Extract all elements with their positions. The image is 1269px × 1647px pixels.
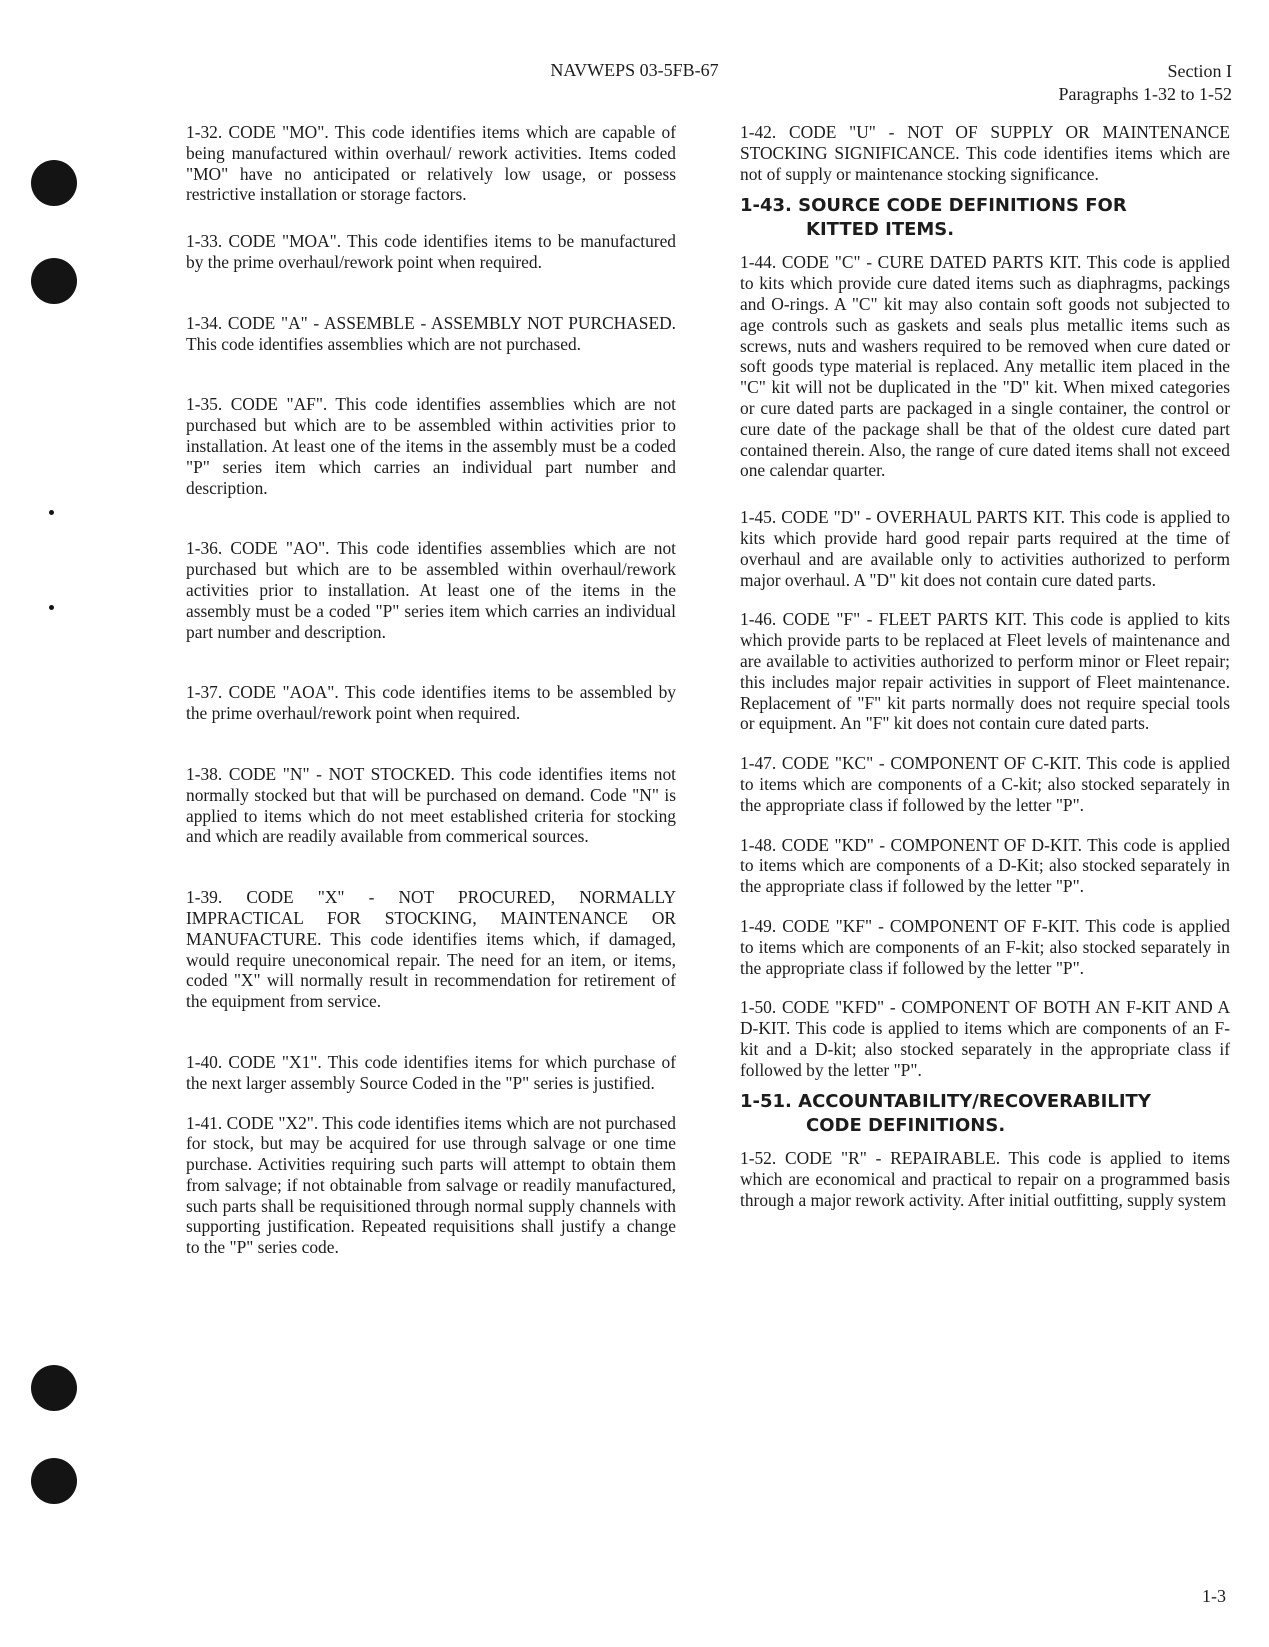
binder-hole xyxy=(31,1365,77,1411)
binder-hole xyxy=(31,160,77,206)
paragraph-1-34: 1-34. CODE "A" - ASSEMBLE - ASSEMBLY NOT PURCHASED. This code identifies assemblies which are not purchased. xyxy=(186,312,676,354)
paragraph-1-36: 1-36. CODE "AO". This code identifies assemblies which are not purchased but which are to be assembled within overhaul/rework activities prior to installation. At least one of the items in the assembly must be a coded "P" series item which carries an individual part number and description. xyxy=(186,538,676,642)
heading-line-1: 1-51. ACCOUNTABILITY/RECOVERABILITY xyxy=(740,1091,1151,1113)
paragraph-1-37: 1-37. CODE "AOA". This code identifies items to be assembled by the prime overhaul/rework point when required. xyxy=(186,682,676,724)
paragraph-1-45: 1-45. CODE "D" - OVERHAUL PARTS KIT. This code is applied to kits which provide hard good repair parts required at the time of overhaul and are available only to activities authorized to perform major overhaul. A "D" kit does not contain cure dated parts. xyxy=(740,507,1230,590)
paragraph-1-40: 1-40. CODE "X1". This code identifies items for which purchase of the next larger assembly Source Coded in the "P" series is justified. xyxy=(186,1051,676,1093)
document-number: NAVWEPS 03-5FB-67 xyxy=(550,60,719,80)
binder-hole-mark xyxy=(49,510,54,515)
paragraph-1-38: 1-38. CODE "N" - NOT STOCKED. This code identifies items not normally stocked but that will be purchased on demand. Code "N" is applied to items which do not meet established criteria for stocking and which are readily available from commerical sources. xyxy=(186,763,676,847)
paragraph-1-49: 1-49. CODE "KF" - COMPONENT OF F-KIT. This code is applied to items which are components of an F-kit; also stocked separately in the appropriate class if followed by the letter "P". xyxy=(740,915,1230,978)
section-reference xyxy=(1059,60,1232,106)
paragraph-1-52: 1-52. CODE "R" - REPAIRABLE. This code is applied to items which are economical and practical to repair on a programmed basis through a major rework activity. After initial outfitting, supply system xyxy=(740,1148,1230,1211)
paragraph-1-35: 1-35. CODE "AF". This code identifies assemblies which are not purchased but which are to be assembled within activities prior to installation. At least one of the items in the assembly must be a coded "P" series item which carries an individual part number and description. xyxy=(186,394,676,498)
paragraph-1-32: 1-32. CODE "MO". This code identifies items which are capable of being manufactured within overhaul/ rework activities. Items coded "MO" have no anticipated or relatively low usage, or possess restrictive installation or storage factors. xyxy=(186,122,676,205)
page-number: 1-3 xyxy=(1202,1586,1226,1606)
paragraph-range: Paragraphs 1-32 to 1-52 xyxy=(1058,84,1232,104)
section-label: Section I xyxy=(1167,61,1232,81)
binder-hole xyxy=(31,1458,77,1504)
paragraph-1-42: 1-42. CODE "U" - NOT OF SUPPLY OR MAINTENANCE STOCKING SIGNIFICANCE. This code identifies items which are not of supply or maintenance stocking significance. xyxy=(740,122,1230,184)
paragraph-1-39: 1-39. CODE "X" - NOT PROCURED, NORMALLY IMPRACTICAL FOR STOCKING, MAINTENANCE OR MANUFACTURE. This code identifies items which, if damaged, would require uneconomical repair. The need for an item, or items, coded "X" will normally result in recommendation for retirement of the equipment from service. xyxy=(186,887,676,1012)
paragraph-1-44: 1-44. CODE "C" - CURE DATED PARTS KIT. This code is applied to kits which provide cure dated items such as diaphragms, packings and O-rings. A "C" kit may also contain soft goods not subjected to age controls such as gaskets and seals plus metallic items such as screws, nuts and washers required to be removed when cure dated or soft goods type material is replaced. Any metallic item placed in the "C" kit will not be duplicated in the "D" kit. When mixed categories or cure dated parts are packaged in a single container, the control or cure date of the package shall be that of the oldest cure dated part contained therein. Also, the range of cure dated items shall not exceed one calendar quarter. xyxy=(740,252,1230,481)
heading-line-2: KITTED ITEMS. xyxy=(806,219,955,241)
right-column xyxy=(740,122,1230,1211)
paragraph-1-47: 1-47. CODE "KC" - COMPONENT OF C-KIT. This code is applied to items which are components of a C-kit; also stocked separately in the appropriate class if followed by the letter "P". xyxy=(740,753,1230,815)
binder-hole xyxy=(31,258,77,304)
paragraph-1-50: 1-50. CODE "KFD" - COMPONENT OF BOTH AN F-KIT AND A D-KIT. This code is applied to items which are components of an F-kit and a D-kit; also stocked separately in the appropriate class if followed by the letter "P". xyxy=(740,997,1230,1080)
paragraph-1-33: 1-33. CODE "MOA". This code identifies items to be manufactured by the prime overhaul/rework point when required. xyxy=(186,231,676,272)
heading-line-2: CODE DEFINITIONS. xyxy=(806,1115,1006,1137)
heading-line-1: 1-43. SOURCE CODE DEFINITIONS FOR xyxy=(740,195,1127,217)
paragraph-1-46: 1-46. CODE "F" - FLEET PARTS KIT. This code is applied to kits which provide parts to be replaced at Fleet levels of maintenance and are available to activities authorized to perform minor or Fleet repair; this includes major repair activities in support of Fleet maintenance. Replacement of "F" kit parts normally does not require special tools or equipment. An "F" kit does not contain cure dated parts. xyxy=(740,609,1230,734)
paragraph-1-48: 1-48. CODE "KD" - COMPONENT OF D-KIT. This code is applied to items which are components of a D-Kit; also stocked separately in the appropriate class if followed by the letter "P". xyxy=(740,834,1230,897)
left-column xyxy=(186,122,676,1258)
paragraph-1-41: 1-41. CODE "X2". This code identifies items which are not purchased for stock, but may be acquired for use through salvage or one time purchase. Activities requiring such parts will attempt to obtain them from salvage; if not obtainable from salvage or readily manufactured, such parts shall be requisitioned through normal supply channels with supporting justification. Repeated requisitions shall justify a change to the "P" series code. xyxy=(186,1112,676,1258)
heading-source-code-kitted-items xyxy=(740,194,1230,242)
heading-accountability-codes xyxy=(740,1090,1230,1138)
binder-hole-mark xyxy=(49,605,54,610)
